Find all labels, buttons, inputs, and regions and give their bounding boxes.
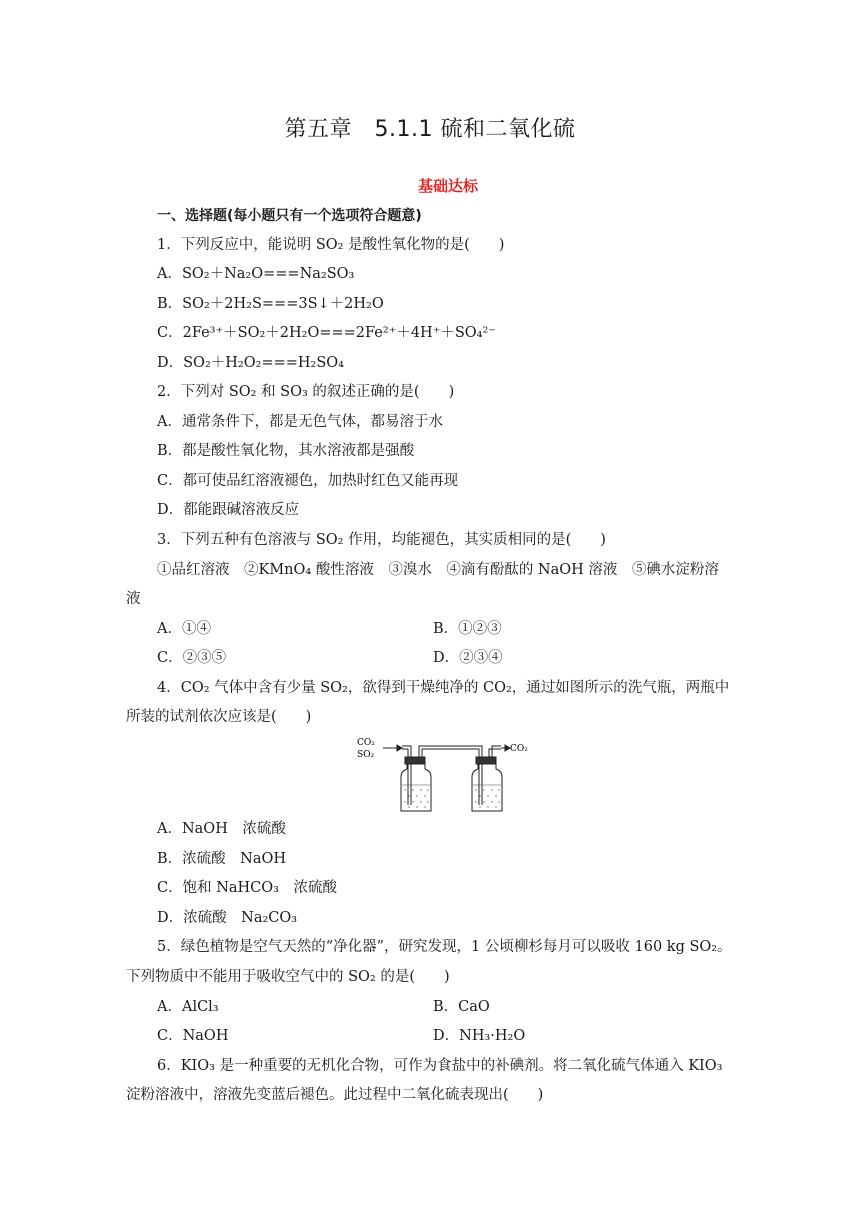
question-5-option-a: A．AlCl₃: [157, 999, 219, 1015]
question-4-stem-cont: 所装的试剂依次应该是( ): [126, 709, 312, 725]
question-4-option-a: A．NaOH 浓硫酸: [157, 821, 286, 837]
question-6-stem: 6．KIO₃ 是一种重要的无机化合物，可作为食盐中的补碘剂。将二氧化硫气体通入 KIO₃: [157, 1058, 723, 1074]
figure-inlet-label-so2: SO₂: [357, 750, 375, 760]
page-title: 第五章 5.1.1 硫和二氧化硫: [284, 117, 576, 142]
question-2-option-d: D．都能跟碱溶液反应: [157, 502, 300, 518]
question-5-option-c: C．NaOH: [157, 1028, 229, 1044]
question-2-option-b: B．都是酸性氧化物，其水溶液都是强酸: [157, 443, 415, 459]
question-3-option-d: D．②③④: [433, 650, 503, 666]
question-1-option-b: B．SO₂＋2H₂S===3S↓＋2H₂O: [157, 296, 384, 312]
question-3-option-b: B．①②③: [433, 621, 502, 637]
section-title: 一、选择题(每小题只有一个选项符合题意): [157, 208, 422, 224]
question-2-option-a: A．通常条件下，都是无色气体，都易溶于水: [157, 414, 443, 430]
figure-inlet-label-co2: CO₂: [357, 738, 375, 748]
question-1-option-a: A．SO₂＋Na₂O===Na₂SO₃: [157, 266, 355, 282]
question-5-stem-cont: 下列物质中不能用于吸收空气中的 SO₂ 的是( ): [126, 969, 450, 985]
question-3-option-c: C．②③⑤: [157, 650, 227, 666]
question-3-list: ①品红溶液 ②KMnO₄ 酸性溶液 ③溴水 ④滴有酚酞的 NaOH 溶液 ⑤碘水淀粉溶: [157, 562, 719, 578]
question-6-stem-cont: 淀粉溶液中，溶液先变蓝后褪色。此过程中二氧化硫表现出( ): [126, 1087, 544, 1103]
question-2-stem: 2．下列对 SO₂ 和 SO₃ 的叙述正确的是( ): [157, 384, 455, 400]
question-3-option-a: A．①④: [157, 621, 211, 637]
question-3-stem: 3．下列五种有色溶液与 SO₂ 作用，均能褪色，其实质相同的是( ): [157, 532, 606, 548]
question-1-stem: 1．下列反应中，能说明 SO₂ 是酸性氧化物的是( ): [157, 237, 505, 253]
question-2-option-c: C．都可使品红溶液褪色，加热时红色又能再现: [157, 473, 459, 489]
question-4-stem: 4．CO₂ 气体中含有少量 SO₂，欲得到干燥纯净的 CO₂，通过如图所示的洗气瓶，两瓶中: [157, 680, 730, 696]
gas-washing-bottles-figure: [355, 735, 545, 815]
question-5-option-b: B．CaO: [433, 999, 490, 1015]
figure-outlet-label-co2: CO₂: [510, 744, 528, 754]
question-1-option-d: D．SO₂＋H₂O₂===H₂SO₄: [157, 355, 344, 371]
question-4-option-c: C．饱和 NaHCO₃ 浓硫酸: [157, 880, 337, 896]
question-5-stem: 5．绿色植物是空气天然的“净化器”，研究发现，1 公顷柳杉每月可以吸收 160 kg SO₂。: [157, 939, 732, 955]
question-3-list-cont: 液: [126, 591, 141, 607]
question-4-option-d: D．浓硫酸 Na₂CO₃: [157, 910, 298, 926]
bottle-2-stopper: [476, 757, 496, 764]
question-1-option-c: C．2Fe³⁺＋SO₂＋2H₂O===2Fe²⁺＋4H⁺＋SO₄²⁻: [157, 325, 496, 341]
question-5-option-d: D．NH₃·H₂O: [433, 1028, 526, 1044]
bottle-1-stopper: [405, 757, 425, 764]
question-4-option-b: B．浓硫酸 NaOH: [157, 851, 287, 867]
section-heading: 基础达标: [417, 177, 478, 195]
